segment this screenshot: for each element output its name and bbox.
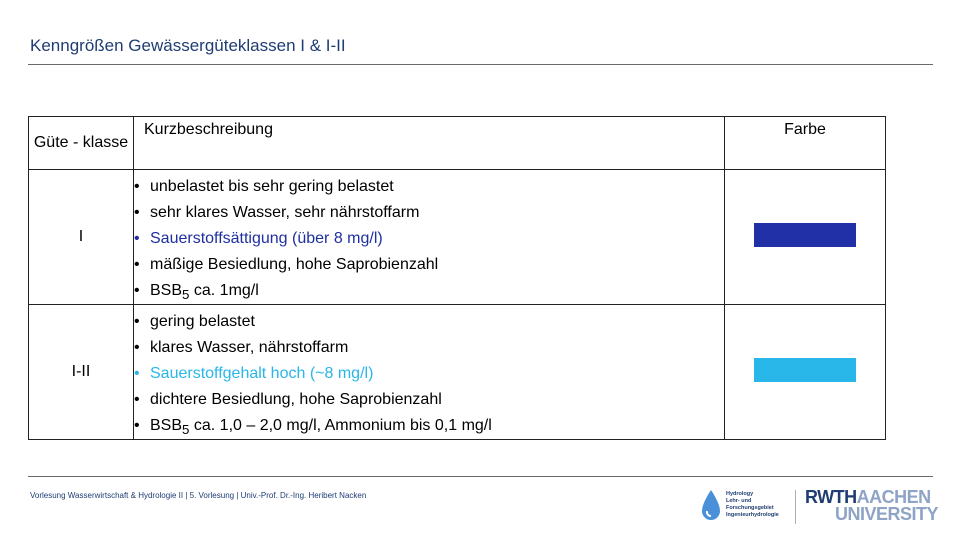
list-item [134, 387, 724, 413]
item-text-prefix: BSB [150, 282, 183, 299]
color-cell [725, 305, 886, 440]
footer-divider [28, 476, 933, 477]
hydrology-logo [700, 486, 780, 526]
logo-divider [795, 490, 796, 524]
bullet-icon: • [134, 365, 140, 382]
list-item [134, 174, 724, 200]
list-item [134, 309, 724, 335]
slide-title: Kenngrößen Gewässergüteklassen I & I-II [30, 36, 346, 55]
bullet-list [134, 170, 724, 304]
footer-text: Vorlesung Wasserwirtschaft & Hydrologie II | 5. Vorlesung | Univ.-Prof. Dr.-Ing. Heribert Nacken [30, 491, 367, 500]
item-text: Sauerstoffsättigung (über 8 mg/l) [150, 230, 383, 247]
title-divider [28, 64, 933, 65]
bullet-icon: • [134, 313, 140, 330]
item-text: klares Wasser, nährstoffarm [150, 339, 349, 356]
rwth-wordmark: RWTH [805, 487, 857, 507]
bullet-list [134, 305, 724, 439]
table-row [29, 305, 886, 440]
logo-line: Ingenieurhydrologie [726, 512, 779, 518]
item-text-suffix: ca. 1,0 – 2,0 mg/l, Ammonium bis 0,1 mg/l [189, 417, 492, 434]
list-item [134, 361, 724, 387]
header-grade: Güte - klasse [29, 117, 134, 170]
description-cell [134, 305, 725, 440]
bullet-icon: • [134, 256, 140, 273]
hydrology-logo-text [726, 491, 779, 519]
list-item [134, 226, 724, 252]
list-item [134, 278, 724, 304]
grade-cell: I-II [29, 305, 134, 440]
logo-line: Hydrology [726, 491, 754, 497]
university-wordmark: UNIVERSITY [835, 504, 939, 524]
item-subscript: 5 [182, 422, 190, 438]
color-cell [725, 170, 886, 305]
header-color: Farbe [725, 117, 886, 170]
list-item [134, 335, 724, 361]
bullet-icon: • [134, 230, 140, 247]
list-item [134, 413, 724, 439]
list-item [134, 252, 724, 278]
item-text: mäßige Besiedlung, hohe Saprobienzahl [150, 256, 439, 273]
list-item [134, 200, 724, 226]
bullet-icon: • [134, 339, 140, 356]
table-row [29, 170, 886, 305]
bullet-icon: • [134, 417, 140, 434]
bullet-icon: • [134, 391, 140, 408]
item-text: dichtere Besiedlung, hohe Saprobienzahl [150, 391, 442, 408]
item-text: unbelastet bis sehr gering belastet [150, 178, 394, 195]
color-swatch [754, 358, 856, 382]
table-header-row [29, 117, 886, 170]
logo-line: Forschungsgebiet [726, 505, 774, 511]
item-text: sehr klares Wasser, sehr nährstoffarm [150, 204, 420, 221]
bullet-icon: • [134, 204, 140, 221]
quality-class-table [28, 116, 886, 440]
description-cell [134, 170, 725, 305]
bullet-icon: • [134, 178, 140, 195]
header-description: Kurzbeschreibung [134, 117, 725, 170]
logo-line: Lehr- und [726, 498, 752, 504]
grade-cell: I [29, 170, 134, 305]
aachen-wordmark: AACHEN [856, 487, 931, 507]
item-text: gering belastet [150, 313, 255, 330]
rwth-logo [805, 489, 938, 523]
bullet-icon: • [134, 282, 140, 299]
color-swatch [754, 223, 856, 247]
item-text: Sauerstoffgehalt hoch (~8 mg/l) [150, 365, 374, 382]
item-subscript: 5 [182, 287, 190, 303]
water-drop-icon [700, 489, 722, 523]
item-text-prefix: BSB [150, 417, 183, 434]
item-text-suffix: ca. 1mg/l [189, 282, 259, 299]
